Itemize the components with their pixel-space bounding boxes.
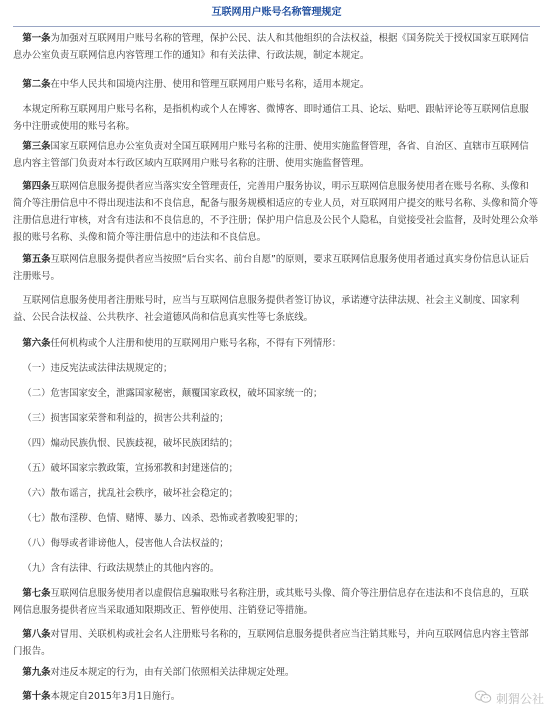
article-2-lead: 第二条 (22, 79, 51, 90)
article-3 (13, 138, 538, 172)
list-item: （一）违反宪法或法律法规规定的； (22, 363, 173, 374)
article-4-text: 互联网信息服务提供者应当落实安全管理责任，完善用户服务协议，明示互联网信息服务使用者在账号名称、头像和简介等注册信息中不得出现违法和不良信息，配备与服务规模相适应的专业人员，对互联网用户提交的账号名称、头像和简介等注册信息进行审核，对含有违法和不良信息的，不予注册；保护用户信息及公民个人隐私，自觉接受社会监督，及时处理公众举报的账号名称、头像和简介等注册信息中的违法和不良信息。 (13, 181, 539, 243)
article-8-text: 对冒用、关联机构或社会名人注册账号名称的，互联网信息服务提供者应当注销其账号，并向互联网信息内容主管部门报告。 (13, 629, 529, 657)
article-3-lead: 第三条 (22, 141, 51, 152)
article-6-lead: 第六条 (22, 338, 51, 349)
list-item: （二）危害国家安全，泄露国家秘密，颠覆国家政权，破坏国家统一的； (22, 388, 323, 399)
title-divider (13, 26, 540, 27)
article-5-paragraph-2 (13, 292, 538, 326)
list-item: （四）煽动民族仇恨、民族歧视，破坏民族团结的； (22, 438, 239, 449)
article-1-lead: 第一条 (22, 33, 51, 44)
article-5-paragraph-2-text: 互联网信息服务使用者注册账号时，应当与互联网信息服务提供者签订协议，承诺遵守法律法规、社会主义制度、国家利益、公民合法权益、公共秩序、社会道德风尚和信息真实性等七条底线。 (13, 295, 520, 323)
wechat-icon (474, 690, 492, 707)
watermark-text: 刺猬公社 (495, 692, 544, 706)
list-item: （八）侮辱或者诽谤他人，侵害他人合法权益的； (22, 538, 229, 549)
article-3-text: 国家互联网信息办公室负责对全国互联网用户账号名称的注册、使用实施监督管理，各省、自治区、直辖市互联网信息内容主管部门负责对本行政区域内互联网用户账号名称的注册、使用实施监督管理。 (13, 141, 529, 169)
article-6 (13, 335, 538, 352)
list-item: （三）损害国家荣誉和利益的，损害公共利益的； (22, 413, 229, 424)
article-8-lead: 第八条 (22, 629, 51, 640)
article-9-lead: 第九条 (22, 667, 51, 678)
article-8 (13, 626, 538, 660)
article-1 (13, 30, 538, 64)
article-5-lead: 第五条 (22, 254, 51, 265)
document-page (13, 0, 540, 711)
watermark (474, 690, 544, 707)
article-5 (13, 251, 538, 285)
article-1-text: 为加强对互联网用户账号名称的管理，保护公民、法人和其他组织的合法权益，根据《国务院关于授权国家互联网信息办公室负责互联网信息内容管理工作的通知》和有关法律、行政法规，制定本规定。 (13, 33, 529, 61)
article-2-paragraph-2-text: 本规定所称互联网用户账号名称，是指机构或个人在博客、微博客、即时通信工具、论坛、贴吧、跟帖评论等互联网信息服务中注册或使用的账号名称。 (13, 104, 529, 132)
article-10-lead: 第十条 (22, 691, 51, 702)
article-5-text: 互联网信息服务提供者应当按照“后台实名、前台自愿”的原则，要求互联网信息服务使用者通过真实身份信息认证后注册账号。 (13, 254, 529, 282)
article-2 (13, 76, 538, 93)
list-item: （五）破坏国家宗教政策，宣扬邪教和封建迷信的； (22, 463, 239, 474)
document-title: 互联网用户账号名称管理规定 (211, 7, 342, 18)
article-7-text: 互联网信息服务使用者以虚假信息骗取账号名称注册，或其账号头像、简介等注册信息存在违法和不良信息的，互联网信息服务提供者应当采取通知限期改正、暂停使用、注销登记等措施。 (13, 588, 529, 616)
article-4-lead: 第四条 (22, 181, 51, 192)
article-9 (13, 664, 538, 681)
article-6-text: 任何机构或个人注册和使用的互联网用户账号名称，不得有下列情形： (50, 338, 342, 349)
list-item: （七）散布淫秽、色情、赌博、暴力、凶杀、恐怖或者教唆犯罪的； (22, 513, 304, 524)
article-7 (13, 585, 538, 619)
article-7-lead: 第七条 (22, 588, 51, 599)
article-10 (13, 688, 538, 705)
list-item: （九）含有法律、行政法规禁止的其他内容的。 (22, 563, 220, 574)
article-10-text: 本规定自2015年3月1日施行。 (50, 691, 181, 702)
article-4 (13, 178, 538, 246)
article-2-paragraph-2 (13, 101, 538, 135)
list-item: （六）散布谣言，扰乱社会秩序，破坏社会稳定的； (22, 488, 239, 499)
article-9-text: 对违反本规定的行为，由有关部门依照相关法律规定处理。 (50, 667, 295, 678)
article-2-text: 在中华人民共和国境内注册、使用和管理互联网用户账号名称，适用本规定。 (50, 79, 370, 90)
